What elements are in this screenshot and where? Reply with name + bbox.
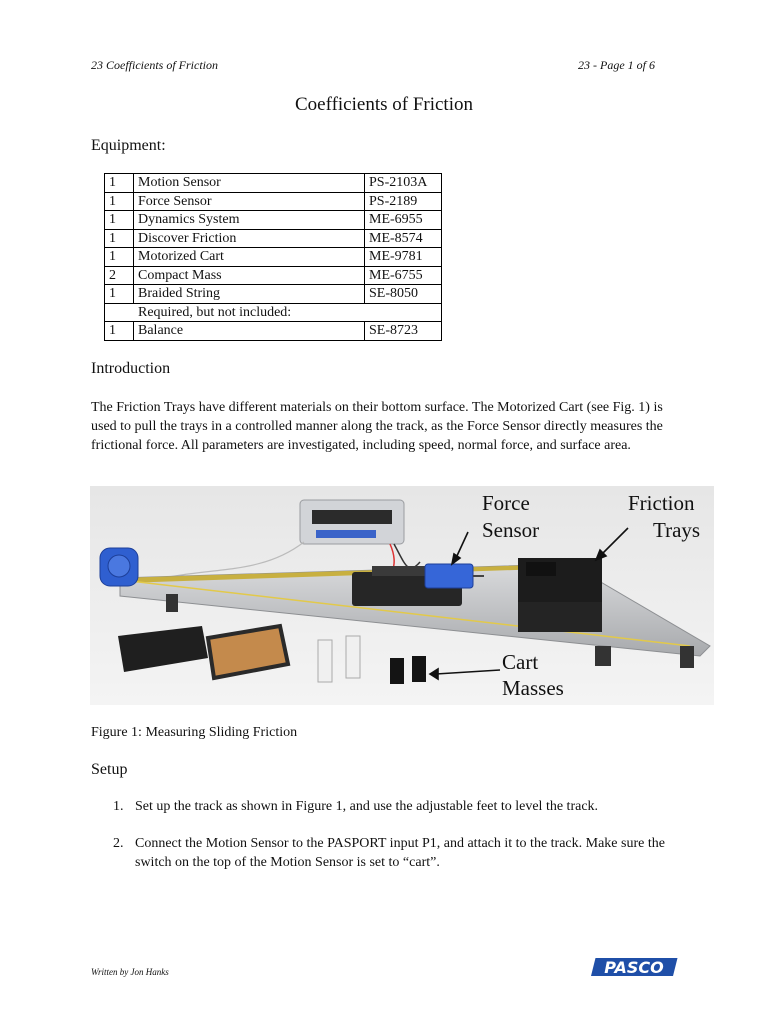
code-cell: ME-8574 [365,229,442,248]
item-cell: Compact Mass [134,266,365,285]
equipment-table [104,173,442,341]
author-footer: Written by Jon Hanks [91,967,169,977]
qty-cell: 1 [105,229,134,248]
logo-text: PASCO [604,958,664,977]
table-row [105,285,442,304]
code-cell: SE-8723 [365,322,442,341]
figure-caption: Figure 1: Measuring Sliding Friction [91,725,298,740]
friction-trays [518,558,602,632]
code-cell: PS-2103A [365,174,442,193]
pasco-logo [590,956,678,978]
table-row [105,266,442,285]
step-number: 2. [113,836,124,851]
qty-cell: 1 [105,211,134,230]
label-friction-trays-1: Friction [628,491,695,515]
code-cell: SE-8050 [365,285,442,304]
code-cell: ME-6755 [365,266,442,285]
step-text: Connect the Motion Sensor to the PASPORT input P1, and attach it to the track. Make sure the switch on the top of the Motion Sensor is set to “cart”. [135,836,665,870]
introduction-heading: Introduction [91,360,171,377]
label-friction-trays-2: Trays [653,518,701,542]
qty-cell: 1 [105,322,134,341]
apparatus-photo [90,486,714,705]
page-title: Coefficients of Friction [294,94,473,115]
code-cell: ME-6955 [365,211,442,230]
table-row [105,322,442,341]
header-right: 23 - Page 1 of 6 [578,58,655,72]
table-row [105,192,442,211]
qty-cell: 1 [105,285,134,304]
setup-steps [91,797,681,890]
motion-sensor [100,548,138,586]
header-left: 23 Coefficients of Friction [91,58,218,72]
table-row [105,211,442,230]
qty-cell: 1 [105,248,134,267]
list-item [91,834,681,872]
table-row [105,174,442,193]
step-text: Set up the track as shown in Figure 1, and use the adjustable feet to level the track. [135,799,599,814]
table-row [105,248,442,267]
item-cell: Braided String [134,285,365,304]
item-cell: Motorized Cart [134,248,365,267]
item-cell: Dynamics System [134,211,365,230]
pasco-logo-mark [590,956,678,978]
table-row [105,229,442,248]
apparatus-drawing [90,486,714,705]
code-cell: PS-2189 [365,192,442,211]
label-cart-masses-2: Masses [502,676,564,700]
label-force-sensor-2: Sensor [482,518,540,542]
qty-cell: 1 [105,174,134,193]
list-item [91,797,681,816]
code-cell: ME-9781 [365,248,442,267]
qty-cell: 2 [105,266,134,285]
introduction-paragraph: The Friction Trays have different materials on their bottom surface. The Motorized Cart (see Fig. 1) is used to pull the trays in a controlled manner along the track, as the Force Sensor directly measures the frictional force. All parameters are investigated, including speed, normal force, and surface area. [91,400,663,453]
item-cell: Force Sensor [134,192,365,211]
equipment-heading: Equipment: [91,137,166,154]
setup-heading: Setup [91,761,128,778]
table-note: Required, but not included: [105,303,442,322]
item-cell: Balance [134,322,365,341]
qty-cell: 1 [105,192,134,211]
step-number: 1. [113,799,124,814]
item-cell: Discover Friction [134,229,365,248]
table-note-row [105,303,442,322]
label-force-sensor-1: Force [482,491,530,515]
item-cell: Motion Sensor [134,174,365,193]
label-cart-masses-1: Cart [502,650,539,674]
